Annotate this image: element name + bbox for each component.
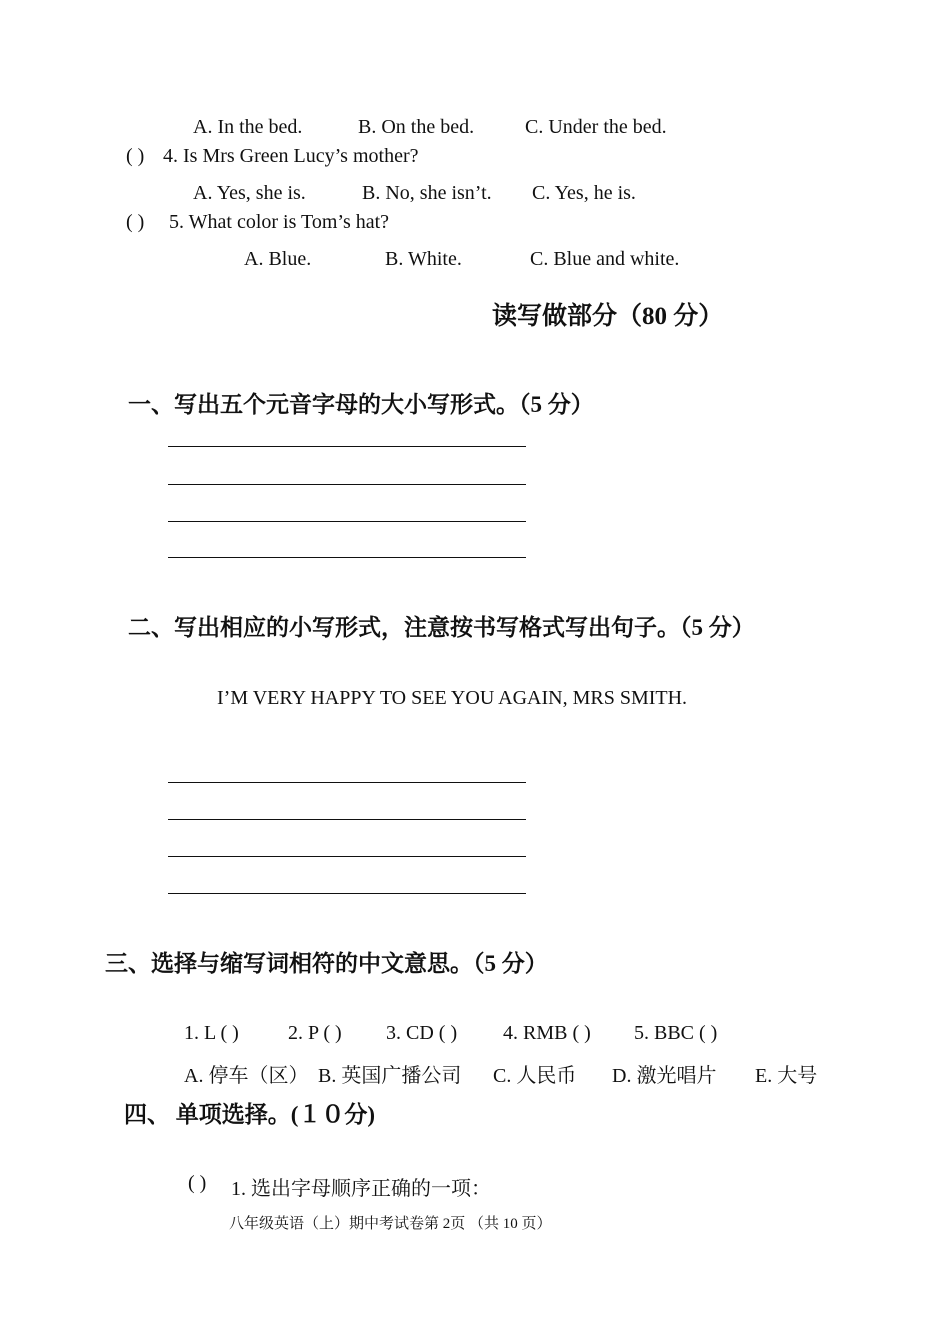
q4-option-c: C. Yes, he is.: [532, 182, 636, 204]
section1-writing-line-3: [168, 521, 526, 522]
q3-option-c: C. Under the bed.: [525, 116, 667, 138]
section2-writing-line-4: [168, 893, 526, 894]
section3-item-5: 5. BBC ( ): [634, 1022, 718, 1044]
section2-writing-line-3: [168, 856, 526, 857]
section4-q1-answer-blank: ( ): [188, 1172, 207, 1194]
section3-option-b: B. 英国广播公司: [318, 1065, 462, 1087]
section2-writing-line-1: [168, 782, 526, 783]
section3-item-1: 1. L ( ): [184, 1022, 239, 1044]
q5-question: 5. What color is Tom’s hat?: [169, 211, 390, 233]
section3-option-e: E. 大号: [755, 1065, 818, 1087]
q5-option-b: B. White.: [385, 248, 462, 270]
part-title: 读写做部分（80 分）: [492, 303, 724, 330]
section3-item-3: 3. CD ( ): [386, 1022, 458, 1044]
section2-sentence: I’M VERY HAPPY TO SEE YOU AGAIN, MRS SMITH.: [217, 687, 688, 709]
section4-q1-question: 1. 选出字母顺序正确的一项：: [231, 1178, 491, 1200]
q4-option-a: A. Yes, she is.: [193, 182, 306, 204]
section3-item-2: 2. P ( ): [288, 1022, 342, 1044]
section1-writing-line-1: [168, 446, 526, 447]
section3-option-d: D. 激光唱片: [612, 1065, 717, 1087]
section3-option-c: C. 人民币: [493, 1065, 577, 1087]
q5-option-a: A. Blue.: [244, 248, 312, 270]
q4-question: 4. Is Mrs Green Lucy’s mother?: [163, 145, 419, 167]
section3-item-4: 4. RMB ( ): [503, 1022, 591, 1044]
section1-writing-line-4: [168, 557, 526, 558]
section2-writing-line-2: [168, 819, 526, 820]
section2-title: 二、写出相应的小写形式，注意按书写格式写出句子。（5 分）: [128, 615, 755, 640]
section1-writing-line-2: [168, 484, 526, 485]
q5-option-c: C. Blue and white.: [530, 248, 680, 270]
q4-answer-blank: ( ): [126, 145, 145, 167]
q4-option-b: B. No, she isn’t.: [362, 182, 492, 204]
section4-title: 四、 单项选择。(１０分): [124, 1102, 376, 1127]
page-footer: 八年级英语（上）期中考试卷第 2页 （共 10 页）: [229, 1216, 552, 1232]
section1-title: 一、写出五个元音字母的大小写形式。（5 分）: [128, 392, 594, 417]
q3-option-a: A. In the bed.: [193, 116, 303, 138]
q3-option-b: B. On the bed.: [358, 116, 475, 138]
q5-answer-blank: ( ): [126, 211, 145, 233]
section3-title: 三、选择与缩写词相符的中文意思。（5 分）: [105, 951, 548, 976]
section3-option-a: A. 停车（区）: [184, 1065, 309, 1087]
